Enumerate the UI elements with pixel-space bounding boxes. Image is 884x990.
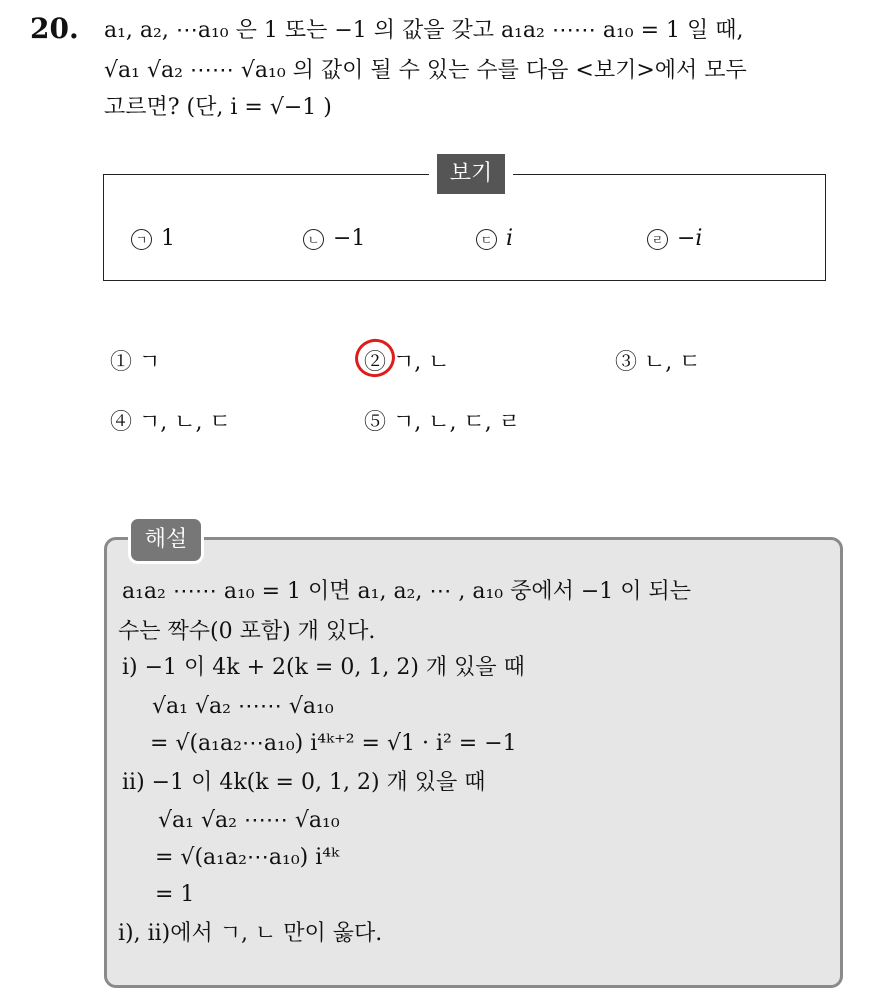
bogi-item-1-value: 1 <box>161 226 175 251</box>
bogi-item-4 <box>647 226 702 251</box>
bogi-item-3-mark: ㄷ <box>476 229 497 250</box>
bogi-title: 보기 <box>429 154 513 194</box>
bogi-item-1-mark: ㄱ <box>131 229 152 250</box>
choice-3-number: ③ <box>615 350 638 375</box>
question-line-3: 고르면? (단, i = √−1 ) <box>104 95 332 120</box>
solution-line-5: = √(a₁a₂⋯a₁₀) i⁴ᵏ⁺² = √1 · i² = −1 <box>150 731 517 756</box>
question-line-1: a₁, a₂, ⋯a₁₀ 은 1 또는 −1 의 값을 갖고 a₁a₂ ⋯⋯ a₁₀ = 1 일 때, <box>104 18 744 43</box>
solution-line-6: ii) −1 이 4k(k = 0, 1, 2) 개 있을 때 <box>122 770 486 795</box>
choice-5-number: ⑤ <box>364 410 387 435</box>
bogi-item-2 <box>303 226 365 251</box>
bogi-item-4-value: −i <box>677 226 703 251</box>
solution-line-8: = √(a₁a₂⋯a₁₀) i⁴ᵏ <box>155 845 340 870</box>
choice-4-number: ④ <box>110 410 133 435</box>
solution-line-2: 수는 짝수(0 포함) 개 있다. <box>118 619 376 644</box>
choice-4[interactable] <box>110 405 231 436</box>
bogi-item-2-mark: ㄴ <box>303 229 324 250</box>
solution-line-10: i), ii)에서 ㄱ, ㄴ 만이 옳다. <box>118 921 383 946</box>
choice-5[interactable] <box>364 405 520 436</box>
choice-2-text: ㄱ, ㄴ <box>393 350 450 375</box>
bogi-item-1 <box>131 226 175 251</box>
solution-line-7: √a₁ √a₂ ⋯⋯ √a₁₀ <box>158 808 340 833</box>
question-line-2: √a₁ √a₂ ⋯⋯ √a₁₀ 의 값이 될 수 있는 수를 다음 <보기>에서 모두 <box>104 58 747 83</box>
solution-line-9: = 1 <box>155 882 195 907</box>
choice-1-text: ㄱ <box>139 350 161 375</box>
choice-1[interactable] <box>110 345 160 376</box>
choice-1-number: ① <box>110 350 133 375</box>
choice-2-number: ② <box>364 350 387 375</box>
choice-3[interactable] <box>615 345 701 376</box>
choice-5-text: ㄱ, ㄴ, ㄷ, ㄹ <box>393 410 520 435</box>
bogi-item-4-mark: ㄹ <box>647 229 668 250</box>
bogi-item-3 <box>476 226 513 251</box>
question-number: 20. <box>30 12 79 45</box>
choice-4-text: ㄱ, ㄴ, ㄷ <box>139 410 231 435</box>
solution-title: 해설 <box>128 516 204 564</box>
choice-3-text: ㄴ, ㄷ <box>644 350 701 375</box>
bogi-item-3-value: i <box>506 226 514 251</box>
bogi-item-2-value: −1 <box>333 226 366 251</box>
solution-line-4: √a₁ √a₂ ⋯⋯ √a₁₀ <box>152 694 334 719</box>
solution-line-1: a₁a₂ ⋯⋯ a₁₀ = 1 이면 a₁, a₂, ⋯ , a₁₀ 중에서 −1 이 되는 <box>122 579 692 604</box>
solution-line-3: i) −1 이 4k + 2(k = 0, 1, 2) 개 있을 때 <box>122 655 525 680</box>
